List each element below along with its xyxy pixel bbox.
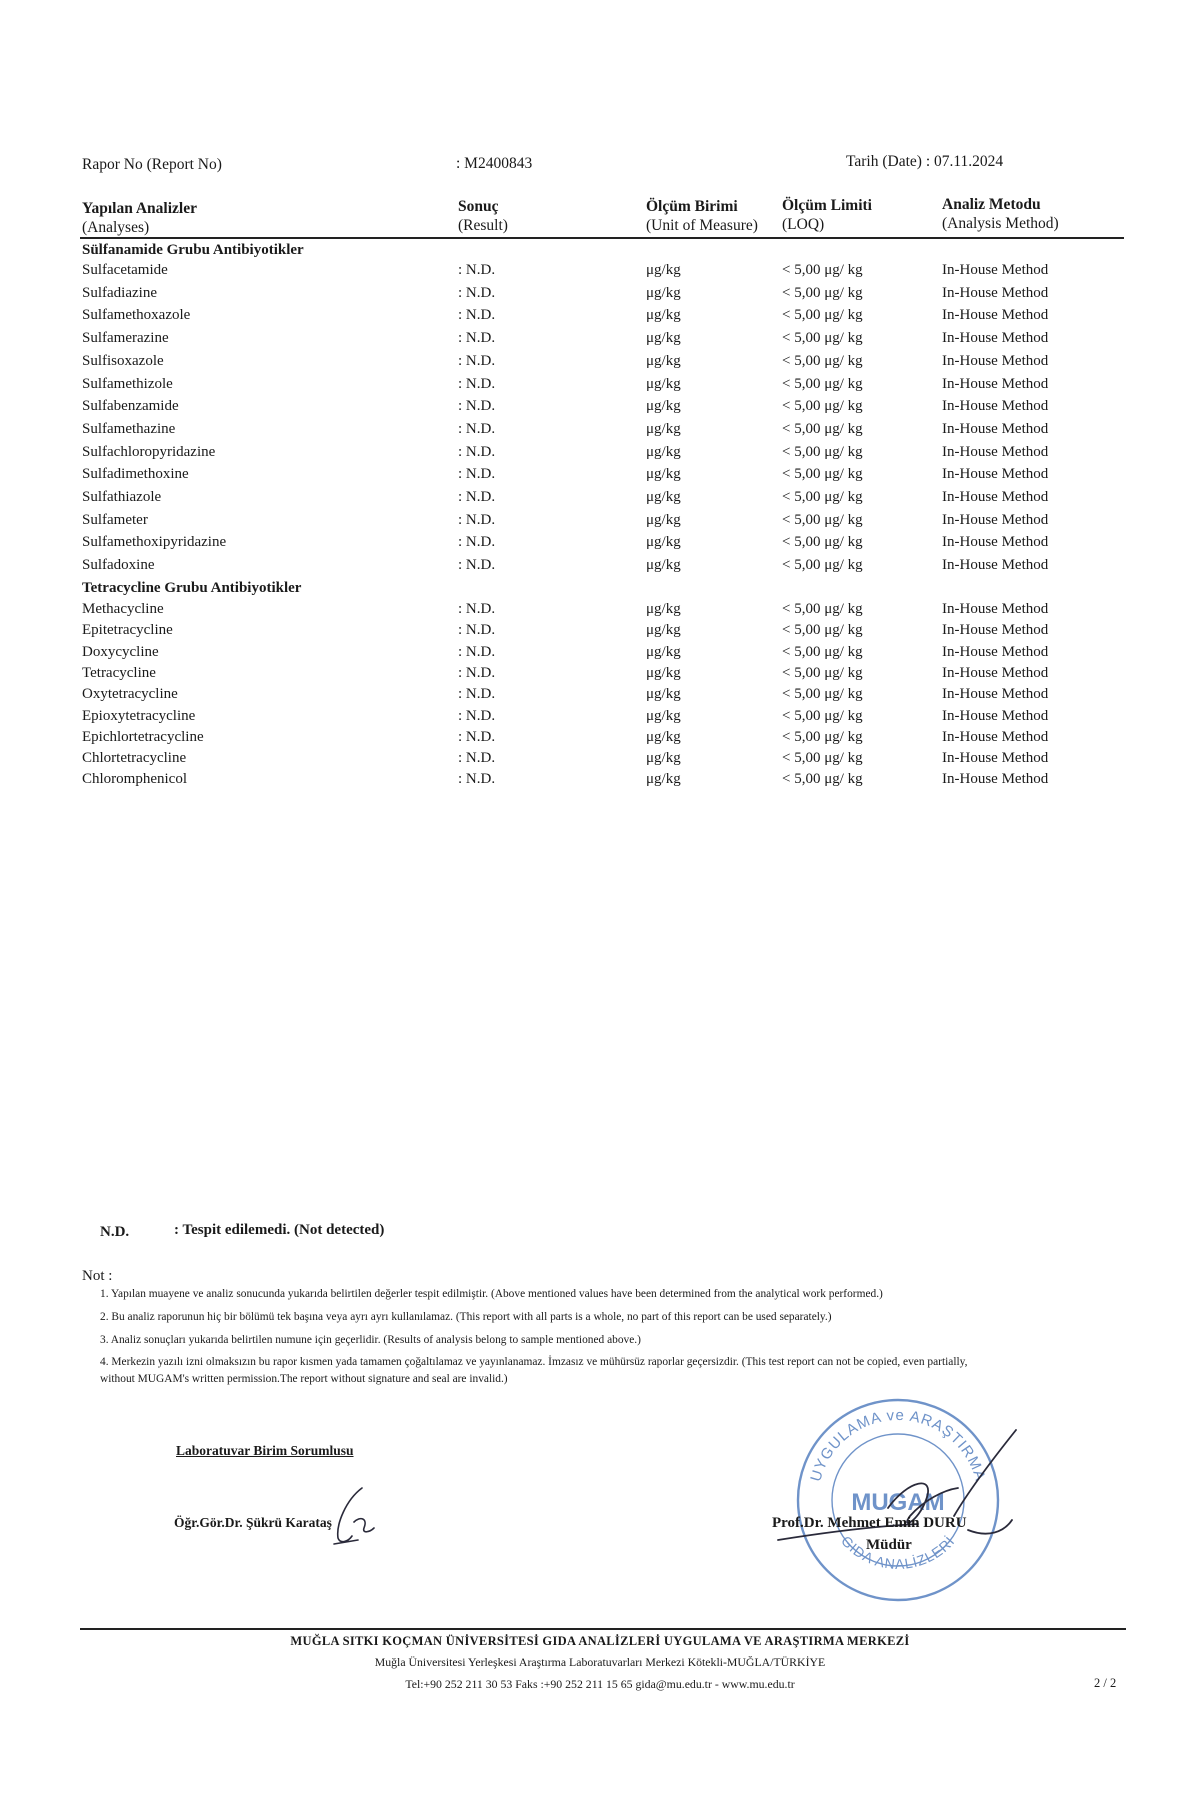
cell-result: : N.D. [458, 707, 496, 724]
cell-name: Sulfadoxine [82, 557, 155, 574]
table-row [0, 665, 1200, 687]
table-row [0, 750, 1200, 772]
cell-method: In-House Method [942, 330, 1049, 347]
cell-method: In-House Method [942, 489, 1049, 505]
cell-loq: < 5,00 μg/ kg [782, 352, 863, 369]
footer-contact: Tel:+90 252 211 30 53 Faks :+90 252 211 15 65 gida@mu.edu.tr - www.mu.edu.tr [405, 1677, 795, 1691]
cell-loq: < 5,00 μg/ kg [782, 489, 863, 505]
cell-result: : N.D. [458, 511, 496, 528]
cell-result: : N.D. [458, 375, 496, 392]
cell-method: In-House Method [942, 622, 1049, 639]
table-row [0, 489, 1200, 511]
group-title: Sülfanamide Grubu Antibiyotikler [82, 242, 304, 258]
cell-method: In-House Method [942, 352, 1049, 369]
left-signature-mark [324, 1482, 394, 1548]
cell-result: : N.D. [458, 728, 496, 745]
cell-loq: < 5,00 μg/ kg [782, 707, 863, 724]
cell-loq: < 5,00 μg/ kg [782, 557, 863, 574]
cell-unit: μg/kg [646, 664, 681, 681]
table-row [0, 262, 1200, 284]
cell-loq: < 5,00 μg/ kg [782, 534, 863, 551]
note-item: 1. Yapılan muayene ve analiz sonucunda yukarıda belirtilen değerler tespit edilmiştir. (Above mentioned values have been determined from the analytical work performed.) [100, 1288, 883, 1300]
cell-result: : N.D. [458, 352, 496, 369]
report-no-label: Rapor No (Report No) [82, 156, 222, 173]
cell-method: In-House Method [942, 664, 1049, 681]
report-date: Tarih (Date) : 07.11.2024 [846, 153, 1004, 170]
cell-name: Oxytetracycline [82, 686, 178, 703]
cell-unit: μg/kg [646, 643, 681, 660]
cell-name: Sulfamethizole [82, 375, 173, 392]
cell-name: Sulfabenzamide [82, 398, 179, 415]
cell-result: : N.D. [458, 557, 496, 574]
cell-result: : N.D. [458, 750, 496, 767]
table-row [0, 421, 1200, 443]
cell-name: Sulfathiazole [82, 489, 162, 505]
cell-name: Sulfadimethoxine [82, 466, 189, 483]
cell-method: In-House Method [942, 557, 1049, 574]
lab-unit-signatory: Öğr.Gör.Dr. Şükrü Karataş [174, 1515, 332, 1530]
cell-name: Sulfamerazine [82, 330, 169, 347]
notes-title: Not : [82, 1268, 113, 1284]
cell-unit: μg/kg [646, 707, 681, 724]
cell-unit: μg/kg [646, 771, 681, 788]
table-row [0, 307, 1200, 329]
cell-method: In-House Method [942, 601, 1049, 617]
cell-unit: μg/kg [646, 534, 681, 551]
column-header-method: Analiz Metodu (Analysis Method) [942, 196, 1059, 232]
cell-name: Sulfisoxazole [82, 352, 164, 369]
cell-result: : N.D. [458, 443, 496, 460]
table-row [0, 285, 1200, 307]
table-row [0, 444, 1200, 466]
stamp-top-text: UYGULAMA ve ARAŞTIRMA [807, 1406, 989, 1484]
cell-loq: < 5,00 μg/ kg [782, 307, 863, 324]
cell-name: Epitetracycline [82, 622, 173, 639]
cell-result: : N.D. [458, 534, 496, 551]
cell-unit: μg/kg [646, 352, 681, 369]
lab-unit-title: Laboratuvar Birim Sorumlusu [176, 1443, 354, 1458]
footer-address: Muğla Üniversitesi Yerleşkesi Araştırma Laboratuvarları Merkezi Kötekli-MUĞLA/TÜRKİYE [374, 1655, 826, 1669]
cell-name: Tetracycline [82, 664, 156, 681]
column-header-analyses: Yapılan Analizler (Analyses) [82, 200, 197, 236]
cell-loq: < 5,00 μg/ kg [782, 601, 863, 617]
stamp-center-text: MUGAM [851, 1489, 945, 1516]
table-row [0, 330, 1200, 352]
cell-loq: < 5,00 μg/ kg [782, 330, 863, 347]
cell-method: In-House Method [942, 643, 1049, 660]
cell-method: In-House Method [942, 284, 1049, 301]
cell-method: In-House Method [942, 686, 1049, 703]
cell-unit: μg/kg [646, 686, 681, 703]
cell-method: In-House Method [942, 511, 1049, 528]
table-row [0, 353, 1200, 375]
cell-method: In-House Method [942, 375, 1049, 392]
cell-name: Sulfameter [82, 511, 148, 528]
page-number: 2 / 2 [1094, 1676, 1117, 1690]
header-rule [80, 237, 1124, 239]
cell-unit: μg/kg [646, 307, 681, 324]
table-row [0, 622, 1200, 644]
cell-method: In-House Method [942, 307, 1049, 324]
cell-name: Methacycline [82, 601, 164, 617]
cell-method: In-House Method [942, 771, 1049, 788]
table-row [0, 534, 1200, 556]
director-signatory: Prof.Dr. Mehmet Emin DURU [772, 1515, 967, 1531]
cell-unit: μg/kg [646, 728, 681, 745]
cell-method: In-House Method [942, 750, 1049, 767]
cell-result: : N.D. [458, 771, 496, 788]
cell-unit: μg/kg [646, 466, 681, 483]
cell-loq: < 5,00 μg/ kg [782, 686, 863, 703]
cell-method: In-House Method [942, 534, 1049, 551]
cell-result: : N.D. [458, 664, 496, 681]
stamp-bottom-text: GIDA ANALİZLERİ [838, 1532, 958, 1573]
cell-unit: μg/kg [646, 420, 681, 437]
table-row [0, 512, 1200, 534]
note-item: 4. Merkezin yazılı izni olmaksızın bu rapor kısmen yada tamamen çoğaltılamaz ve yayınlanamaz. İmzasız ve mühürsüz raporlar geçersizdir. (This test report can not be copied, even partially, [100, 1356, 968, 1368]
note-item: 3. Analiz sonuçları yukarıda belirtilen numune için geçerlidir. (Results of analysis belong to sample mentioned above.) [100, 1334, 641, 1346]
table-row [0, 376, 1200, 398]
cell-loq: < 5,00 μg/ kg [782, 728, 863, 745]
cell-loq: < 5,00 μg/ kg [782, 443, 863, 460]
table-row [0, 686, 1200, 708]
cell-result: : N.D. [458, 622, 496, 639]
note-item: without MUGAM's written permission.The report without signature and seal are invalid.) [100, 1373, 508, 1385]
cell-loq: < 5,00 μg/ kg [782, 622, 863, 639]
director-title: Müdür [866, 1537, 912, 1553]
cell-name: Chloromphenicol [82, 771, 187, 788]
table-row [0, 601, 1200, 623]
cell-loq: < 5,00 μg/ kg [782, 511, 863, 528]
cell-unit: μg/kg [646, 330, 681, 347]
cell-result: : N.D. [458, 307, 496, 324]
cell-loq: < 5,00 μg/ kg [782, 375, 863, 392]
table-row [0, 771, 1200, 793]
cell-loq: < 5,00 μg/ kg [782, 643, 863, 660]
cell-loq: < 5,00 μg/ kg [782, 284, 863, 301]
table-row [0, 398, 1200, 420]
cell-loq: < 5,00 μg/ kg [782, 466, 863, 483]
cell-loq: < 5,00 μg/ kg [782, 750, 863, 767]
cell-name: Epichlortetracycline [82, 728, 204, 745]
cell-name: Sulfamethoxipyridazine [82, 534, 227, 551]
column-header-loq: Ölçüm Limiti (LOQ) [782, 197, 872, 233]
cell-unit: μg/kg [646, 750, 681, 767]
cell-unit: μg/kg [646, 443, 681, 460]
cell-unit: μg/kg [646, 398, 681, 415]
cell-loq: < 5,00 μg/ kg [782, 771, 863, 788]
cell-name: Sulfamethazine [82, 420, 176, 437]
footer-institution: MUĞLA SITKI KOÇMAN ÜNİVERSİTESİ GIDA ANALİZLERİ UYGULAMA VE ARAŞTIRMA MERKEZİ [290, 1634, 910, 1648]
cell-loq: < 5,00 μg/ kg [782, 420, 863, 437]
cell-unit: μg/kg [646, 489, 681, 505]
cell-method: In-House Method [942, 420, 1049, 437]
cell-method: In-House Method [942, 707, 1049, 724]
cell-result: : N.D. [458, 686, 496, 703]
cell-result: : N.D. [458, 489, 496, 505]
cell-method: In-House Method [942, 728, 1049, 745]
cell-method: In-House Method [942, 398, 1049, 415]
cell-unit: μg/kg [646, 284, 681, 301]
cell-result: : N.D. [458, 466, 496, 483]
table-row [0, 466, 1200, 488]
cell-result: : N.D. [458, 398, 496, 415]
cell-method: In-House Method [942, 262, 1049, 278]
cell-unit: μg/kg [646, 557, 681, 574]
cell-name: Epioxytetracycline [82, 707, 196, 724]
cell-unit: μg/kg [646, 601, 681, 617]
column-header-result: Sonuç (Result) [458, 198, 508, 234]
cell-result: : N.D. [458, 262, 496, 278]
cell-method: In-House Method [942, 466, 1049, 483]
note-item: 2. Bu analiz raporunun hiç bir bölümü tek başına veya ayrı ayrı kullanılamaz. (This report with all parts is a whole, no part of this report can be used separately.) [100, 1311, 832, 1323]
table-row [0, 708, 1200, 730]
report-no-value: : M2400843 [456, 155, 533, 172]
cell-name: Sulfachloropyridazine [82, 443, 216, 460]
table-row [0, 644, 1200, 666]
cell-result: : N.D. [458, 643, 496, 660]
footer-rule [80, 1628, 1126, 1630]
cell-loq: < 5,00 μg/ kg [782, 262, 863, 278]
cell-name: Doxycycline [82, 643, 159, 660]
cell-result: : N.D. [458, 420, 496, 437]
cell-result: : N.D. [458, 601, 496, 617]
group-title: Tetracycline Grubu Antibiyotikler [82, 580, 302, 596]
table-row [0, 729, 1200, 751]
cell-result: : N.D. [458, 284, 496, 301]
cell-name: Sulfamethoxazole [82, 307, 191, 324]
cell-loq: < 5,00 μg/ kg [782, 664, 863, 681]
table-row [0, 557, 1200, 579]
cell-name: Sulfacetamide [82, 262, 168, 278]
cell-unit: μg/kg [646, 262, 681, 278]
cell-loq: < 5,00 μg/ kg [782, 398, 863, 415]
cell-method: In-House Method [942, 443, 1049, 460]
cell-result: : N.D. [458, 330, 496, 347]
legend-abbreviation: N.D. [100, 1224, 130, 1240]
cell-unit: μg/kg [646, 511, 681, 528]
cell-unit: μg/kg [646, 375, 681, 392]
legend-definition: : Tespit edilemedi. (Not detected) [174, 1222, 385, 1238]
cell-name: Sulfadiazine [82, 284, 157, 301]
cell-name: Chlortetracycline [82, 750, 187, 767]
column-header-unit: Ölçüm Birimi (Unit of Measure) [646, 198, 758, 234]
cell-unit: μg/kg [646, 622, 681, 639]
